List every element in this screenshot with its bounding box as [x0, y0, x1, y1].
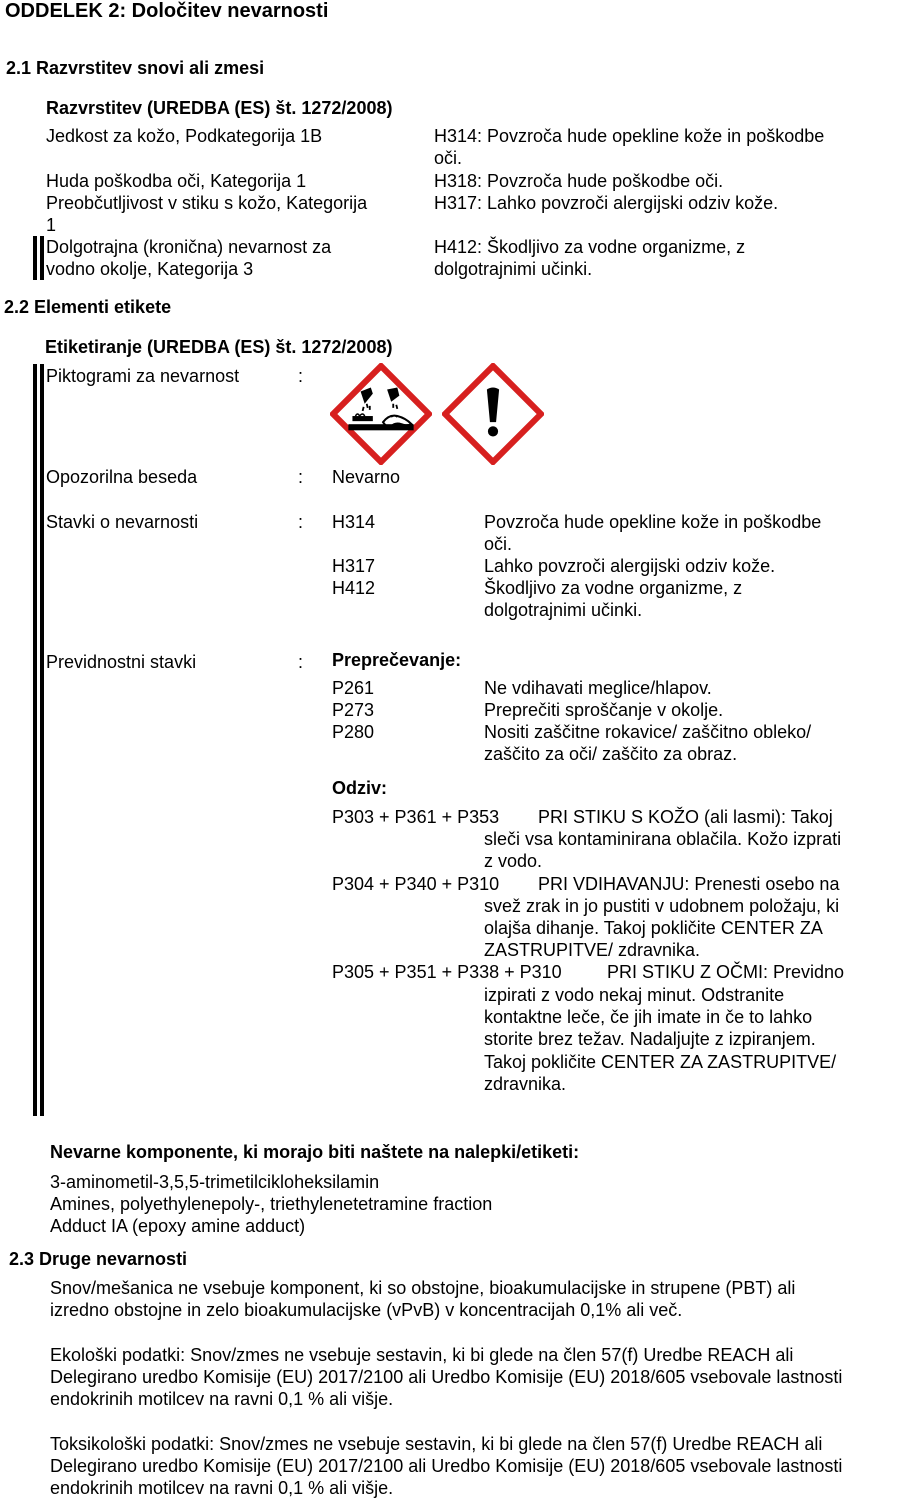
colon: : — [298, 366, 304, 386]
hazard-text: Povzroča hude opekline kože in poškodbe — [484, 512, 822, 532]
exclamation-pictogram-icon — [442, 363, 544, 465]
response-code: P305 + P351 + P338 + P310 — [332, 962, 562, 982]
hazard-code: H314 — [332, 512, 376, 532]
hazard-statements-label: Stavki o nevarnosti — [46, 512, 199, 532]
response-title: Odziv: — [332, 778, 388, 798]
response-text: ZASTRUPITVE/ zdravnika. — [484, 940, 701, 960]
classification-right-3b: dolgotrajnimi učinki. — [434, 259, 593, 279]
response-text: kontaktne leče, če jih imate in če to lahko — [484, 1007, 813, 1027]
revision-bar — [40, 236, 44, 280]
hazard-code: H317 — [332, 556, 376, 576]
hazard-code: H412 — [332, 578, 376, 598]
classification-left-2: Preobčutljivost v stiku s kožo, Kategorija — [46, 193, 368, 213]
component-item: Adduct IA (epoxy amine adduct) — [50, 1216, 306, 1236]
toxicological-info-text: endokrinih motilcev na ravni 0,1 % ali višje. — [50, 1478, 394, 1498]
response-text: z vodo. — [484, 851, 543, 871]
precaution-text: Preprečiti sproščanje v okolje. — [484, 700, 724, 720]
hazard-text: Škodljivo za vodne organizme, z — [484, 578, 743, 598]
precaution-text: zaščito za oči/ zaščito za obraz. — [484, 744, 738, 764]
corrosion-pictogram-icon — [330, 363, 432, 465]
precaution-code: P261 — [332, 678, 375, 698]
response-code: P303 + P361 + P353 — [332, 807, 500, 827]
pictograms-label: Piktogrami za nevarnost — [46, 366, 240, 386]
response-text: zdravnika. — [484, 1074, 567, 1094]
classification-right-1: H318: Povzroča hude poškodbe oči. — [434, 171, 724, 191]
hazard-text: dolgotrajnimi učinki. — [484, 600, 643, 620]
classification-left-2b: 1 — [46, 215, 57, 235]
revision-bar — [40, 364, 44, 1116]
response-text: svež zrak in jo pustiti v udobnem položaju, ki — [484, 896, 840, 916]
classification-right-0b: oči. — [434, 148, 463, 168]
other-hazards-text: izredno obstojne in zelo bioakumulacijske (vPvB) v koncentracijah 0,1% ali več. — [50, 1300, 683, 1320]
section-2-1-title: 2.1 Razvrstitev snovi ali zmesi — [6, 58, 265, 78]
response-text: izpirati z vodo nekaj minut. Odstranite — [484, 985, 785, 1005]
colon: : — [298, 467, 304, 487]
precaution-text: Nositi zaščitne rokavice/ zaščitno obleko/ — [484, 722, 812, 742]
response-text: PRI VDIHAVANJU: Prenesti osebo na — [538, 874, 840, 894]
prevention-title: Preprečevanje: — [332, 650, 462, 670]
hazard-text: oči. — [484, 534, 513, 554]
other-hazards-text: Snov/mešanica ne vsebuje komponent, ki so obstojne, bioakumulacijske in strupene (PBT) ali — [50, 1278, 796, 1298]
component-item: Amines, polyethylenepoly-, triethylenetetramine fraction — [50, 1194, 493, 1214]
section-2-2-title: 2.2 Elementi etikete — [4, 297, 172, 317]
ecological-info-text: Delegirano uredbo Komisije (EU) 2017/2100 ali Uredbo Komisije (EU) 2018/605 vsebovale lastnosti — [50, 1367, 843, 1387]
component-item: 3-aminometil-3,5,5-trimetilcikloheksilamin — [50, 1172, 380, 1192]
classification-right-2: H317: Lahko povzroči alergijski odziv kože. — [434, 193, 779, 213]
signal-word-value: Nevarno — [332, 467, 401, 487]
toxicological-info-text: Toksikološki podatki: Snov/zmes ne vsebuje sestavin, ki bi glede na člen 57(f) Uredbe REACH ali — [50, 1434, 823, 1454]
classification-left-0: Jedkost za kožo, Podkategorija 1B — [46, 126, 323, 146]
classification-left-3: Dolgotrajna (kronična) nevarnost za — [46, 237, 332, 257]
section-2-3-title: 2.3 Druge nevarnosti — [9, 1249, 188, 1269]
ecological-info-text: Ekološki podatki: Snov/zmes ne vsebuje sestavin, ki bi glede na člen 57(f) Uredbe REACH ali — [50, 1345, 794, 1365]
colon: : — [298, 652, 304, 672]
ecological-info-text: endokrinih motilcev na ravni 0,1 % ali višje. — [50, 1389, 394, 1409]
classification-subtitle: Razvrstitev (UREDBA (ES) št. 1272/2008) — [46, 98, 393, 118]
precaution-text: Ne vdihavati meglice/hlapov. — [484, 678, 712, 698]
hazardous-components-title: Nevarne komponente, ki morajo biti naštete na nalepki/etiketi: — [50, 1142, 580, 1162]
signal-word-label: Opozorilna beseda — [46, 467, 198, 487]
revision-bar — [33, 236, 37, 280]
classification-left-3b: vodno okolje, Kategorija 3 — [46, 259, 254, 279]
response-text: PRI STIKU S KOŽO (ali lasmi): Takoj — [538, 807, 833, 827]
precaution-code: P280 — [332, 722, 375, 742]
toxicological-info-text: Delegirano uredbo Komisije (EU) 2017/2100 ali Uredbo Komisije (EU) 2018/605 vsebovale lastnosti — [50, 1456, 843, 1476]
precaution-code: P273 — [332, 700, 375, 720]
colon: : — [298, 512, 304, 532]
response-text: Takoj pokličite CENTER ZA ZASTRUPITVE/ — [484, 1052, 837, 1072]
revision-bar — [33, 364, 37, 1116]
classification-right-3: H412: Škodljivo za vodne organizme, z — [434, 237, 746, 257]
labelling-subtitle: Etiketiranje (UREDBA (ES) št. 1272/2008) — [45, 337, 393, 357]
classification-left-1: Huda poškodba oči, Kategorija 1 — [46, 171, 307, 191]
response-code: P304 + P340 + P310 — [332, 874, 500, 894]
response-text: sleči vsa kontaminirana oblačila. Kožo izprati — [484, 829, 842, 849]
response-text: PRI STIKU Z OČMI: Previdno — [607, 962, 845, 982]
precautionary-label: Previdnostni stavki — [46, 652, 197, 672]
response-text: storite brez težav. Nadaljujte z izpiranjem. — [484, 1029, 816, 1049]
section-title: ODDELEK 2: Določitev nevarnosti — [5, 0, 329, 22]
hazard-text: Lahko povzroči alergijski odziv kože. — [484, 556, 776, 576]
response-text: olajša dihanje. Takoj pokličite CENTER ZA — [484, 918, 823, 938]
classification-right-0: H314: Povzroča hude opekline kože in poškodbe — [434, 126, 825, 146]
